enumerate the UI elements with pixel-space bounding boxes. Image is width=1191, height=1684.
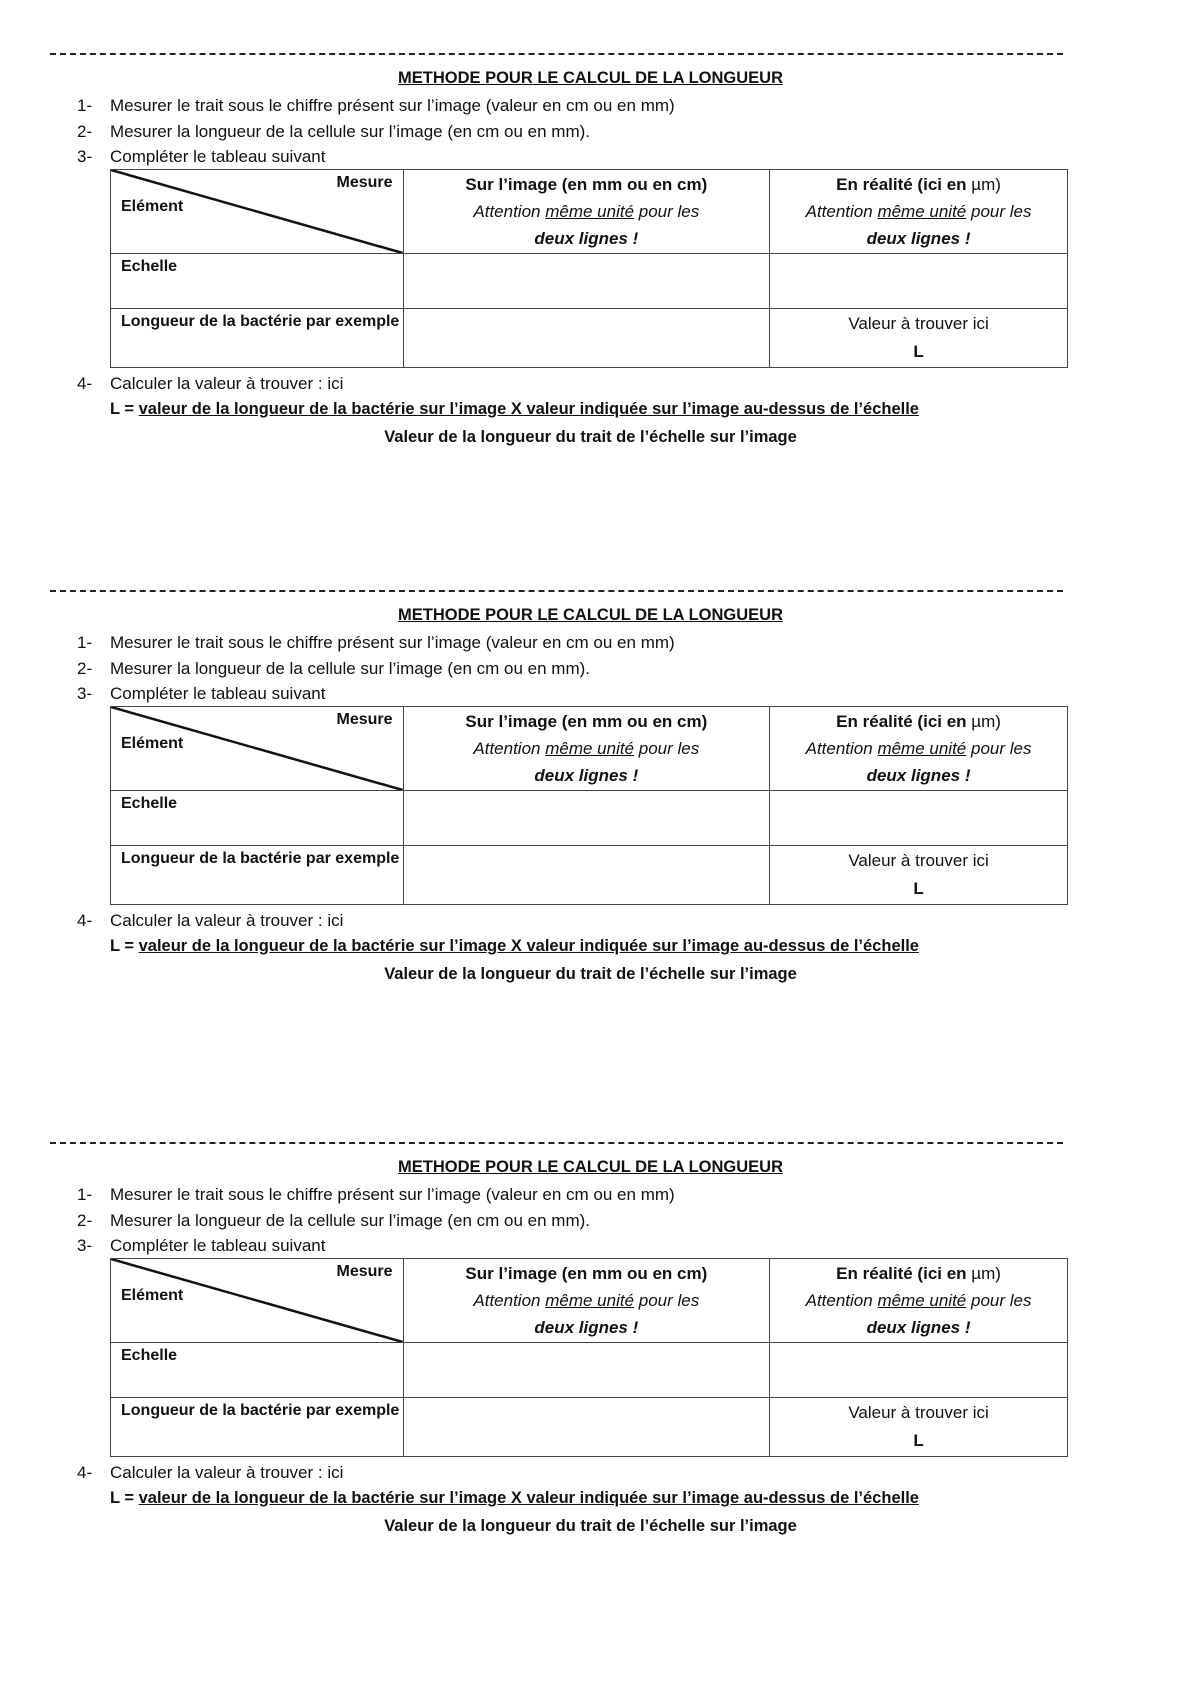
- header-note: [770, 1287, 1067, 1314]
- value-hint: Valeur à trouver ici: [848, 851, 989, 870]
- corner-label-mesure: Mesure: [336, 711, 393, 728]
- row-label: Longueur de la bactérie par exemple: [121, 313, 400, 330]
- header-note: [770, 735, 1067, 762]
- header-title: [770, 171, 1067, 198]
- step-text: Compléter le tableau suivant: [110, 684, 326, 703]
- row-label-cell: [111, 1343, 404, 1398]
- step-text: Mesurer le trait sous le chiffre présent sur l’image (valeur en cm ou en mm): [110, 96, 675, 115]
- corner-label-element: Elément: [121, 1287, 184, 1304]
- row-label: Longueur de la bactérie par exemple: [121, 850, 400, 867]
- header-on-image: [403, 1259, 770, 1343]
- header-in-reality: [770, 1259, 1068, 1343]
- step-number: 4-: [77, 911, 93, 930]
- value-symbol: L: [913, 879, 924, 898]
- header-note-bold: deux lignes !: [534, 766, 639, 785]
- table-row-scale: [111, 1343, 1068, 1398]
- note-text: pour les: [966, 1291, 1032, 1310]
- scale-in-reality-cell[interactable]: [770, 1343, 1068, 1398]
- value-symbol: L: [913, 1431, 924, 1450]
- header-title: Sur l’image (en mm ou en cm): [465, 712, 708, 731]
- corner-cell: [111, 170, 404, 254]
- method-title: METHODE POUR LE CALCUL DE LA LONGUEUR: [397, 69, 783, 87]
- formula-numerator-line: [110, 1489, 919, 1508]
- note-text: pour les: [634, 1291, 700, 1310]
- header-in-reality: [770, 707, 1068, 791]
- length-in-reality-cell[interactable]: [770, 1398, 1068, 1457]
- row-label-cell: [111, 309, 404, 368]
- value-hint: Valeur à trouver ici: [848, 1403, 989, 1422]
- header-unit: µm): [971, 1264, 1001, 1283]
- header-title: Sur l’image (en mm ou en cm): [465, 175, 708, 194]
- note-text: pour les: [634, 739, 700, 758]
- formula-prefix: L =: [110, 1489, 139, 1507]
- formula-numerator-line: [110, 400, 919, 419]
- formula-prefix: L =: [110, 400, 139, 418]
- note-text: Attention: [473, 739, 546, 758]
- step-text: Mesurer la longueur de la cellule sur l’image (en cm ou en mm).: [110, 122, 590, 141]
- row-label: Echelle: [121, 1347, 178, 1364]
- method-block: [0, 55, 1191, 475]
- row-label-cell: [111, 254, 404, 309]
- header-note-bold: deux lignes !: [866, 1318, 971, 1337]
- scale-in-reality-cell[interactable]: [770, 791, 1068, 846]
- step-text: Mesurer le trait sous le chiffre présent sur l’image (valeur en cm ou en mm): [110, 633, 675, 652]
- header-title: [770, 1260, 1067, 1287]
- corner-label-mesure: Mesure: [336, 1263, 393, 1280]
- note-text: Attention: [473, 202, 546, 221]
- scale-on-image-cell[interactable]: [403, 1343, 770, 1398]
- method-title: METHODE POUR LE CALCUL DE LA LONGUEUR: [397, 606, 783, 624]
- row-label-cell: [111, 846, 404, 905]
- table-header-row: [111, 1259, 1068, 1343]
- corner-label-mesure: Mesure: [336, 174, 393, 191]
- measurement-table: [110, 1258, 1068, 1457]
- dashed-separator: [50, 1142, 1063, 1144]
- step-number: 3-: [77, 684, 93, 703]
- header-note: [404, 1287, 770, 1314]
- header-title: [770, 708, 1067, 735]
- note-underline: même unité: [545, 202, 635, 221]
- formula-prefix: L =: [110, 937, 139, 955]
- header-note-bold: deux lignes !: [866, 229, 971, 248]
- table-row-scale: [111, 791, 1068, 846]
- corner-label-element: Elément: [121, 735, 184, 752]
- table-header-row: [111, 170, 1068, 254]
- step-text: Calculer la valeur à trouver : ici: [110, 1463, 344, 1482]
- step-text: Compléter le tableau suivant: [110, 147, 326, 166]
- value-symbol: L: [913, 342, 924, 361]
- note-underline: même unité: [877, 1291, 967, 1310]
- formula-numerator-line: [110, 937, 919, 956]
- step-number: 2-: [77, 659, 93, 678]
- step-text: Calculer la valeur à trouver : ici: [110, 911, 344, 930]
- dashed-separator: [50, 53, 1063, 55]
- header-unit: µm): [971, 175, 1001, 194]
- method-block: [0, 1144, 1191, 1564]
- table-header-row: [111, 707, 1068, 791]
- step-number: 2-: [77, 122, 93, 141]
- table-row-length: [111, 309, 1068, 368]
- formula-numerator: valeur de la longueur de la bactérie sur l’image X valeur indiquée sur l’image au-dessus de l’échelle: [138, 1489, 919, 1507]
- corner-label-element: Elément: [121, 198, 184, 215]
- header-title: Sur l’image (en mm ou en cm): [465, 1264, 708, 1283]
- formula-numerator: valeur de la longueur de la bactérie sur l’image X valeur indiquée sur l’image au-dessus de l’échelle: [138, 400, 919, 418]
- table-row-scale: [111, 254, 1068, 309]
- header-note-bold: deux lignes !: [866, 766, 971, 785]
- length-on-image-cell[interactable]: [403, 309, 770, 368]
- header-title-text: En réalité (ici en: [836, 712, 972, 731]
- note-text: pour les: [966, 202, 1032, 221]
- step-number: 3-: [77, 1236, 93, 1255]
- method-block: [0, 592, 1191, 1012]
- step-number: 1-: [77, 96, 93, 115]
- corner-cell: [111, 1259, 404, 1343]
- header-note-bold: deux lignes !: [534, 229, 639, 248]
- header-note: [770, 198, 1067, 225]
- note-underline: même unité: [877, 739, 967, 758]
- step-number: 1-: [77, 633, 93, 652]
- header-title-text: En réalité (ici en: [836, 1264, 972, 1283]
- scale-in-reality-cell[interactable]: [770, 254, 1068, 309]
- row-label-cell: [111, 1398, 404, 1457]
- note-text: pour les: [634, 202, 700, 221]
- step-text: Compléter le tableau suivant: [110, 1236, 326, 1255]
- step-number: 3-: [77, 147, 93, 166]
- note-underline: même unité: [877, 202, 967, 221]
- header-note: [404, 735, 770, 762]
- step-text: Mesurer la longueur de la cellule sur l’image (en cm ou en mm).: [110, 1211, 590, 1230]
- header-title-text: En réalité (ici en: [836, 175, 972, 194]
- table-row-length: [111, 846, 1068, 905]
- header-note: [404, 198, 770, 225]
- formula-denominator: Valeur de la longueur du trait de l’échelle sur l’image: [384, 965, 797, 983]
- header-on-image: [403, 170, 770, 254]
- formula-denominator: Valeur de la longueur du trait de l’échelle sur l’image: [384, 428, 797, 446]
- row-label: Echelle: [121, 258, 178, 275]
- length-on-image-cell[interactable]: [403, 1398, 770, 1457]
- step-text: Calculer la valeur à trouver : ici: [110, 374, 344, 393]
- corner-cell: [111, 707, 404, 791]
- note-text: Attention: [805, 202, 878, 221]
- note-text: pour les: [966, 739, 1032, 758]
- header-unit: µm): [971, 712, 1001, 731]
- formula-numerator: valeur de la longueur de la bactérie sur l’image X valeur indiquée sur l’image au-dessus de l’échelle: [138, 937, 919, 955]
- note-underline: même unité: [545, 739, 635, 758]
- step-number: 2-: [77, 1211, 93, 1230]
- step-number: 1-: [77, 1185, 93, 1204]
- header-note-bold: deux lignes !: [534, 1318, 639, 1337]
- length-in-reality-cell[interactable]: [770, 846, 1068, 905]
- step-number: 4-: [77, 1463, 93, 1482]
- step-text: Mesurer le trait sous le chiffre présent sur l’image (valeur en cm ou en mm): [110, 1185, 675, 1204]
- step-number: 4-: [77, 374, 93, 393]
- method-title: METHODE POUR LE CALCUL DE LA LONGUEUR: [397, 1158, 783, 1176]
- header-in-reality: [770, 170, 1068, 254]
- scale-on-image-cell[interactable]: [403, 791, 770, 846]
- step-text: Mesurer la longueur de la cellule sur l’image (en cm ou en mm).: [110, 659, 590, 678]
- note-text: Attention: [473, 1291, 546, 1310]
- formula-denominator: Valeur de la longueur du trait de l’échelle sur l’image: [384, 1517, 797, 1535]
- row-label: Longueur de la bactérie par exemple: [121, 1402, 400, 1419]
- note-text: Attention: [805, 739, 878, 758]
- row-label: Echelle: [121, 795, 178, 812]
- measurement-table: [110, 169, 1068, 368]
- value-hint: Valeur à trouver ici: [848, 314, 989, 333]
- length-on-image-cell[interactable]: [403, 846, 770, 905]
- row-label-cell: [111, 791, 404, 846]
- dashed-separator: [50, 590, 1063, 592]
- table-row-length: [111, 1398, 1068, 1457]
- note-underline: même unité: [545, 1291, 635, 1310]
- header-on-image: [403, 707, 770, 791]
- measurement-table: [110, 706, 1068, 905]
- length-in-reality-cell[interactable]: [770, 309, 1068, 368]
- note-text: Attention: [805, 1291, 878, 1310]
- scale-on-image-cell[interactable]: [403, 254, 770, 309]
